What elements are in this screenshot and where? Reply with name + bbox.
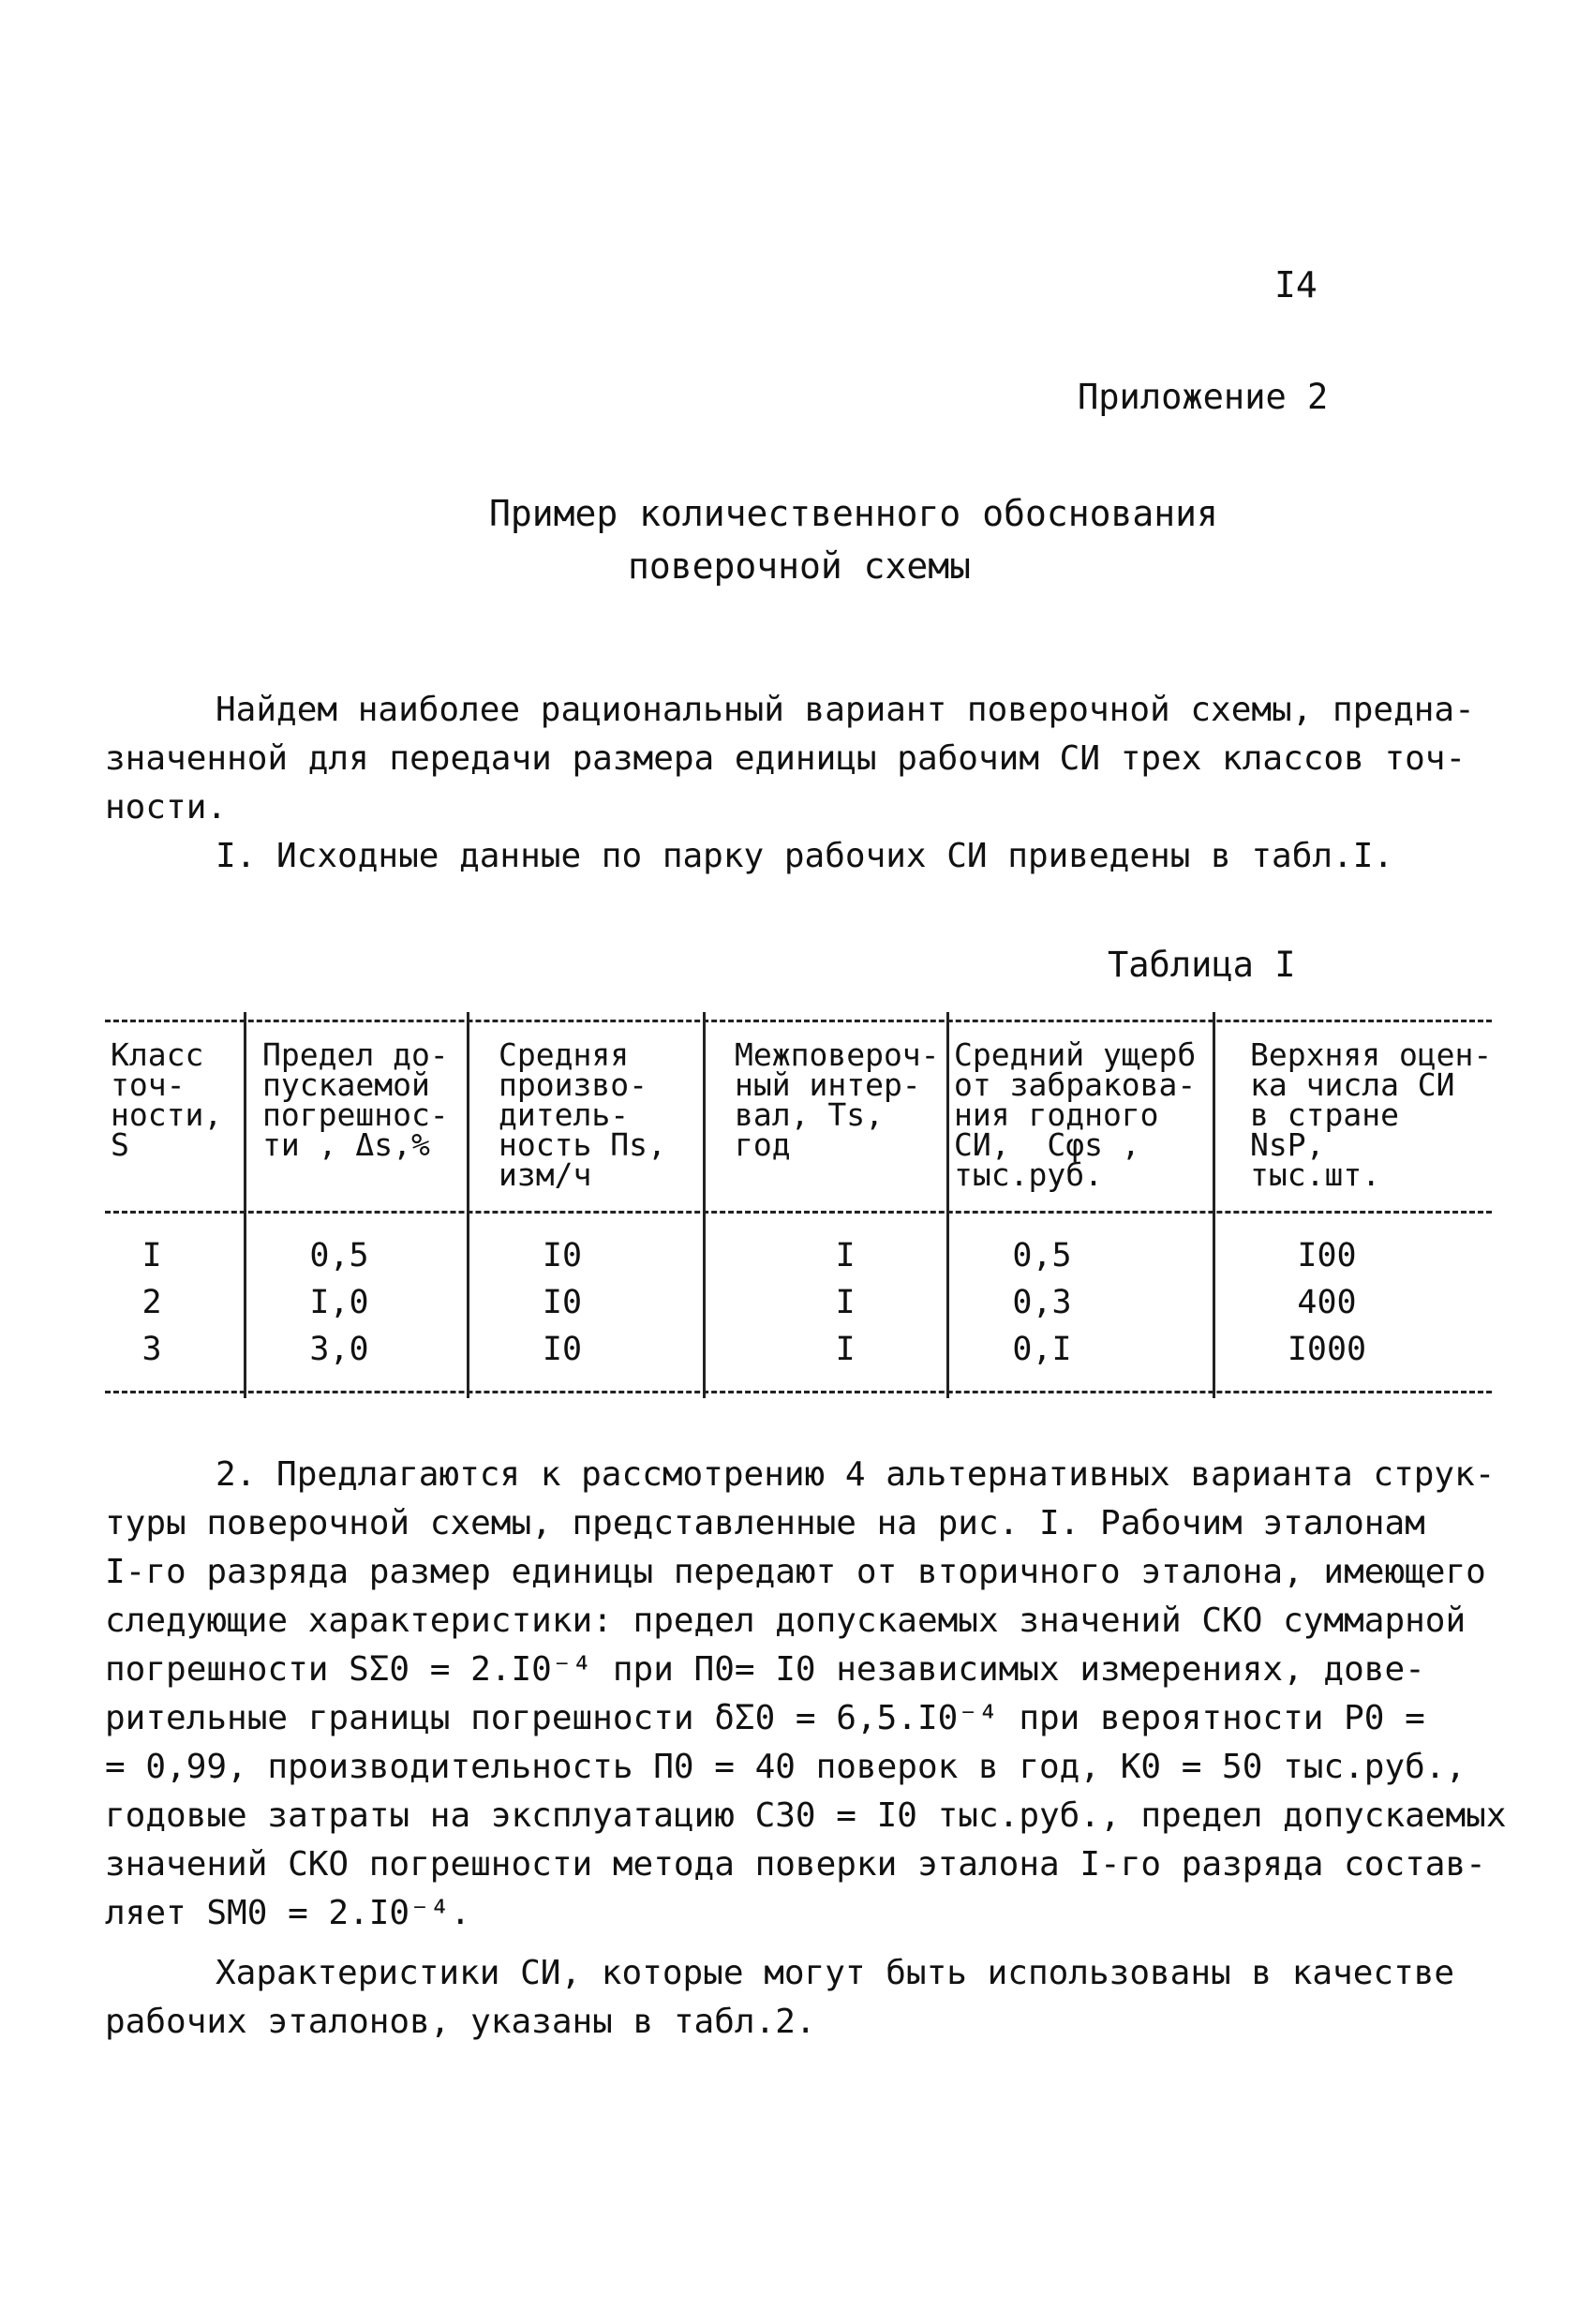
item-2-line: погрешности SΣ0 = 2.I0⁻⁴ при П0= I0 независимых измерениях, дове- bbox=[105, 1650, 1425, 1689]
item-2-line: значений СКО погрешности метода поверки эталона I-го разряда состав- bbox=[105, 1845, 1486, 1884]
table-bottom-rule bbox=[105, 1391, 1492, 1393]
table-cell: I00 bbox=[1297, 1237, 1357, 1274]
table-cell: I bbox=[141, 1237, 162, 1274]
table-title: Таблица I bbox=[1108, 945, 1296, 985]
table-top-rule bbox=[105, 1020, 1492, 1022]
page-number: I4 bbox=[1274, 264, 1318, 305]
data-table bbox=[105, 1012, 1492, 1398]
header-class: Класс точ- ности, S bbox=[111, 1036, 223, 1163]
intro-line-3: ности. bbox=[105, 788, 228, 827]
item-2-line: годовые затраты на эксплуатацию С30 = I0 тыс.руб., предел допускаемых bbox=[105, 1796, 1507, 1835]
item-2-line: 2. Предлагаются к рассмотрению 4 альтернативных варианта струк- bbox=[216, 1455, 1496, 1494]
header-productivity: Средняя произво- дитель- ность Пs, изм/ч bbox=[499, 1036, 666, 1193]
table-cell: 0,5 bbox=[1012, 1237, 1072, 1274]
intro-line-1: Найдем наиболее рациональный вариант поверочной схемы, предна- bbox=[216, 691, 1475, 729]
table-cell: 0,5 bbox=[309, 1237, 369, 1274]
item-2-line: туры поверочной схемы, представленные на рис. I. Рабочим эталонам bbox=[105, 1504, 1425, 1542]
table-cell: I000 bbox=[1287, 1331, 1367, 1368]
table-cell: 3,0 bbox=[309, 1331, 369, 1368]
header-interval: Межповероч- ный интер- вал, Ts, год bbox=[735, 1036, 940, 1163]
item-1-text: I. Исходные данные по парку рабочих СИ приведены в табл.I. bbox=[216, 837, 1394, 875]
item-2-line: I-го разряда размер единицы передают от вторичного эталона, имеющего bbox=[105, 1553, 1486, 1591]
header-count: Верхняя оцен- ка числа СИ в стране NsP, тыс.шт. bbox=[1250, 1036, 1493, 1193]
table-cell: 0,I bbox=[1012, 1331, 1072, 1368]
table-cell: I0 bbox=[542, 1331, 583, 1368]
item-2-line: следующие характеристики: предел допускаемых значений СКО суммарной bbox=[105, 1601, 1466, 1640]
header-damage: Средний ущерб от забракова- ния годного СИ, Сφs , тыс.руб. bbox=[954, 1036, 1197, 1193]
table-cell: 400 bbox=[1297, 1284, 1357, 1321]
table-cell: 0,3 bbox=[1012, 1284, 1072, 1321]
title-line-2: поверочной схемы bbox=[628, 545, 972, 587]
item-2-line: ляет SМ0 = 2.I0⁻⁴. bbox=[105, 1894, 471, 1932]
table-cell: I bbox=[835, 1237, 856, 1274]
table-cell: I bbox=[835, 1284, 856, 1321]
table-header-rule bbox=[105, 1211, 1492, 1214]
header-error-limit: Предел до- пускаемой погрешнос- ти , Δs,% bbox=[262, 1036, 449, 1163]
item-3-line: рабочих эталонов, указаны в табл.2. bbox=[105, 2003, 816, 2041]
item-2-line: рительные границы погрешности δΣ0 = 6,5.I0⁻⁴ при вероятности P0 = bbox=[105, 1699, 1425, 1737]
table-cell: I0 bbox=[542, 1284, 583, 1321]
title-line-1: Пример количественного обоснования bbox=[489, 493, 1218, 534]
table-cell: I0 bbox=[542, 1237, 583, 1274]
table-cell: 2 bbox=[141, 1284, 162, 1321]
appendix-label: Приложение 2 bbox=[1078, 377, 1329, 417]
item-2-line: = 0,99, производительность П0 = 40 поверок в год, К0 = 50 тыс.руб., bbox=[105, 1748, 1466, 1786]
table-cell: I,0 bbox=[309, 1284, 369, 1321]
intro-line-2: значенной для передачи размера единицы рабочим СИ трех классов точ- bbox=[105, 739, 1466, 778]
table-cell: 3 bbox=[141, 1331, 162, 1368]
item-3-line: Характеристики СИ, которые могут быть использованы в качестве bbox=[216, 1954, 1455, 1992]
table-cell: I bbox=[835, 1331, 856, 1368]
